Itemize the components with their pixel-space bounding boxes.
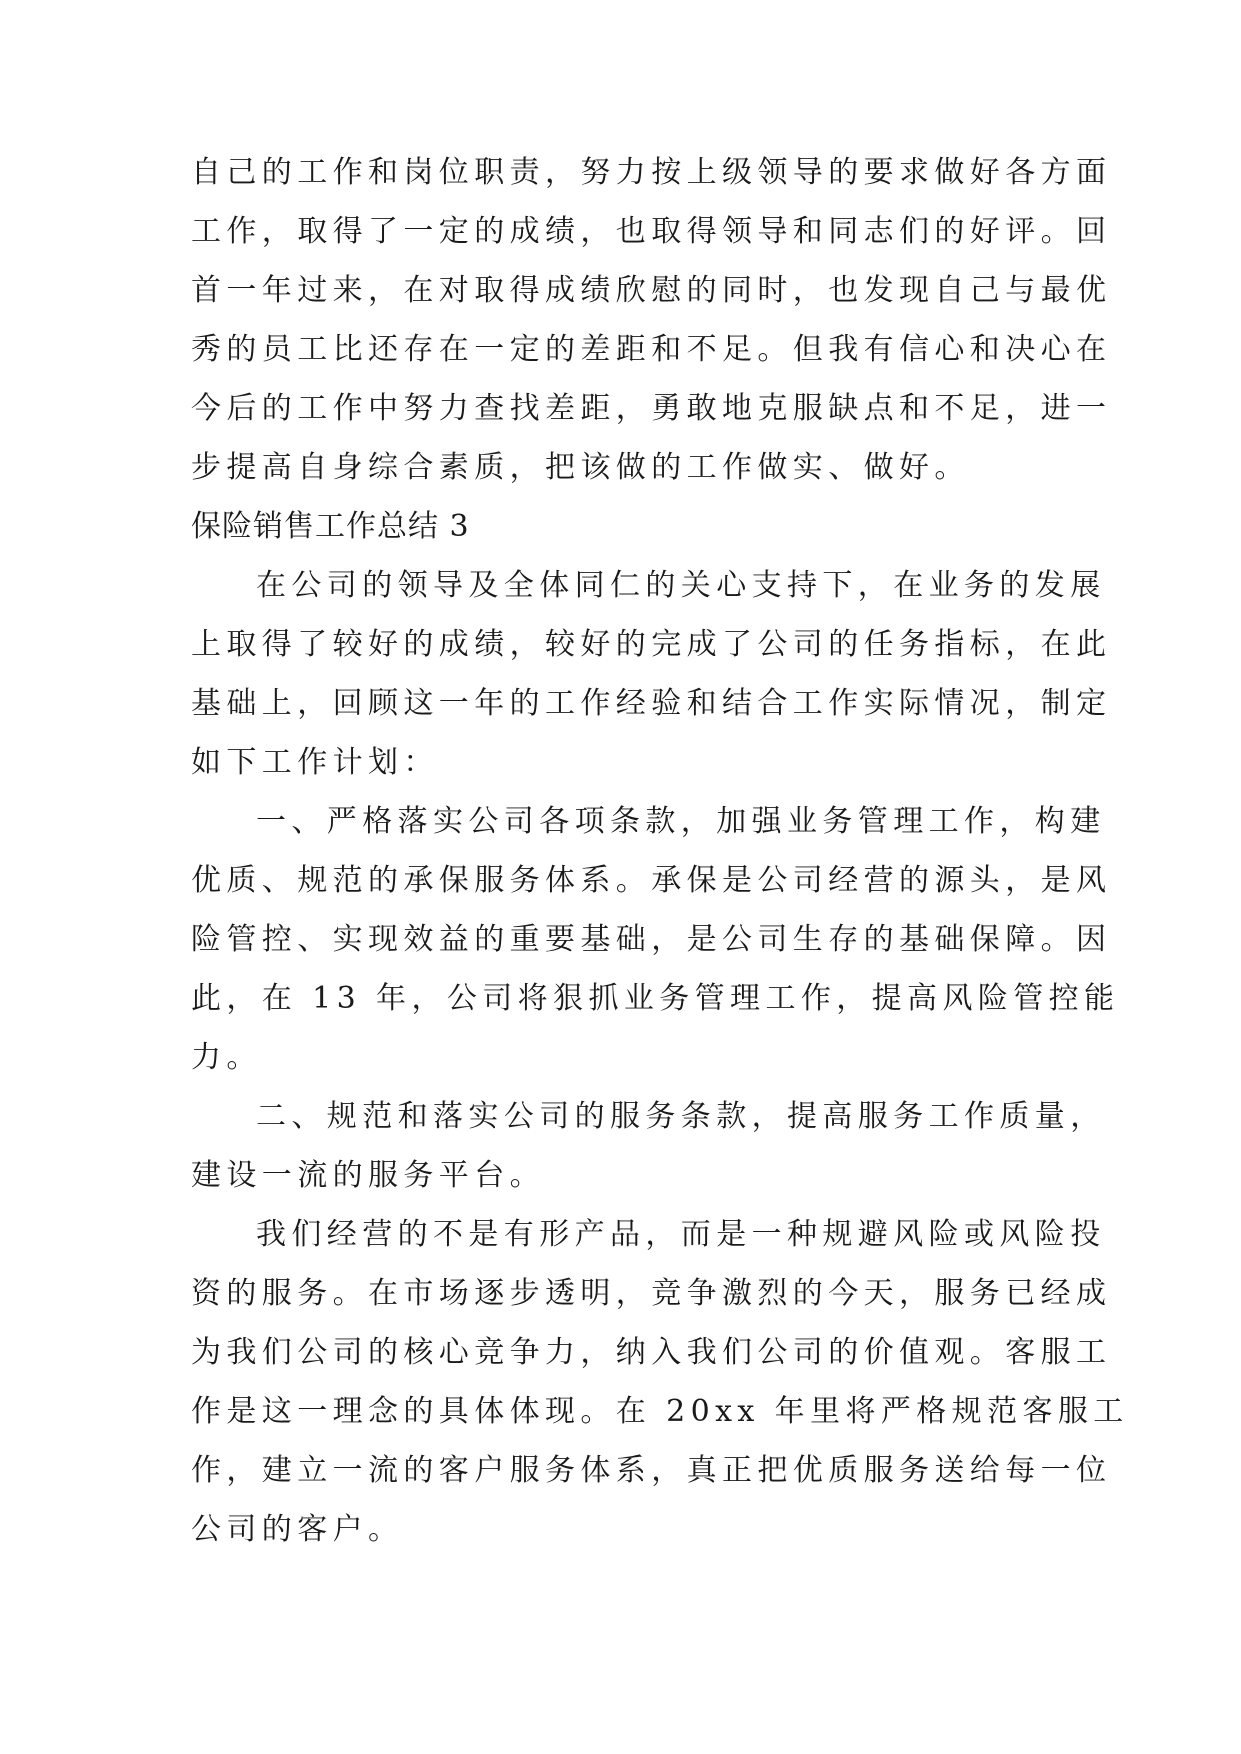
text-line: 首一年过来，在对取得成绩欣慰的同时，也发现自己与最优 <box>191 273 1112 308</box>
text-line: 秀的员工比还存在一定的差距和不足。但我有信心和决心在 <box>191 332 1112 367</box>
text-line: 力。 <box>191 1040 262 1075</box>
text-line: 建设一流的服务平台。 <box>191 1158 545 1193</box>
text-line: 基础上，回顾这一年的工作经验和结合工作实际情况，制定 <box>191 686 1112 721</box>
text-line: 今后的工作中努力查找差距，勇敢地克服缺点和不足，进一 <box>191 391 1112 426</box>
text-line: 此，在 13 年，公司将狠抓业务管理工作，提高风险管控能 <box>191 981 1120 1016</box>
text-line: 二、规范和落实公司的服务条款，提高服务工作质量， <box>256 1099 1106 1134</box>
text-line: 作，建立一流的客户服务体系，真正把优质服务送给每一位 <box>191 1453 1112 1488</box>
text-line: 步提高自身综合素质，把该做的工作做实、做好。 <box>191 450 970 485</box>
text-line: 优质、规范的承保服务体系。承保是公司经营的源头，是风 <box>191 863 1112 898</box>
text-line: 为我们公司的核心竞争力，纳入我们公司的价值观。客服工 <box>191 1335 1112 1370</box>
text-line: 资的服务。在市场逐步透明，竞争激烈的今天，服务已经成 <box>191 1276 1112 1311</box>
text-line: 在公司的领导及全体同仁的关心支持下，在业务的发展 <box>256 568 1106 603</box>
text-line: 如下工作计划： <box>191 745 439 780</box>
text-line: 上取得了较好的成绩，较好的完成了公司的任务指标，在此 <box>191 627 1112 662</box>
text-line: 一、严格落实公司各项条款，加强业务管理工作，构建 <box>256 804 1106 839</box>
text-line: 工作，取得了一定的成绩，也取得领导和同志们的好评。回 <box>191 214 1112 249</box>
text-line: 公司的客户。 <box>191 1512 404 1547</box>
text-line: 作是这一理念的具体体现。在 20xx 年里将严格规范客服工 <box>191 1394 1129 1429</box>
text-line: 险管控、实现效益的重要基础，是公司生存的基础保障。因 <box>191 922 1112 957</box>
text-line: 我们经营的不是有形产品，而是一种规避风险或风险投 <box>256 1217 1106 1252</box>
text-line: 自己的工作和岗位职责，努力按上级领导的要求做好各方面 <box>191 155 1112 190</box>
section-heading: 保险销售工作总结 3 <box>191 509 470 544</box>
